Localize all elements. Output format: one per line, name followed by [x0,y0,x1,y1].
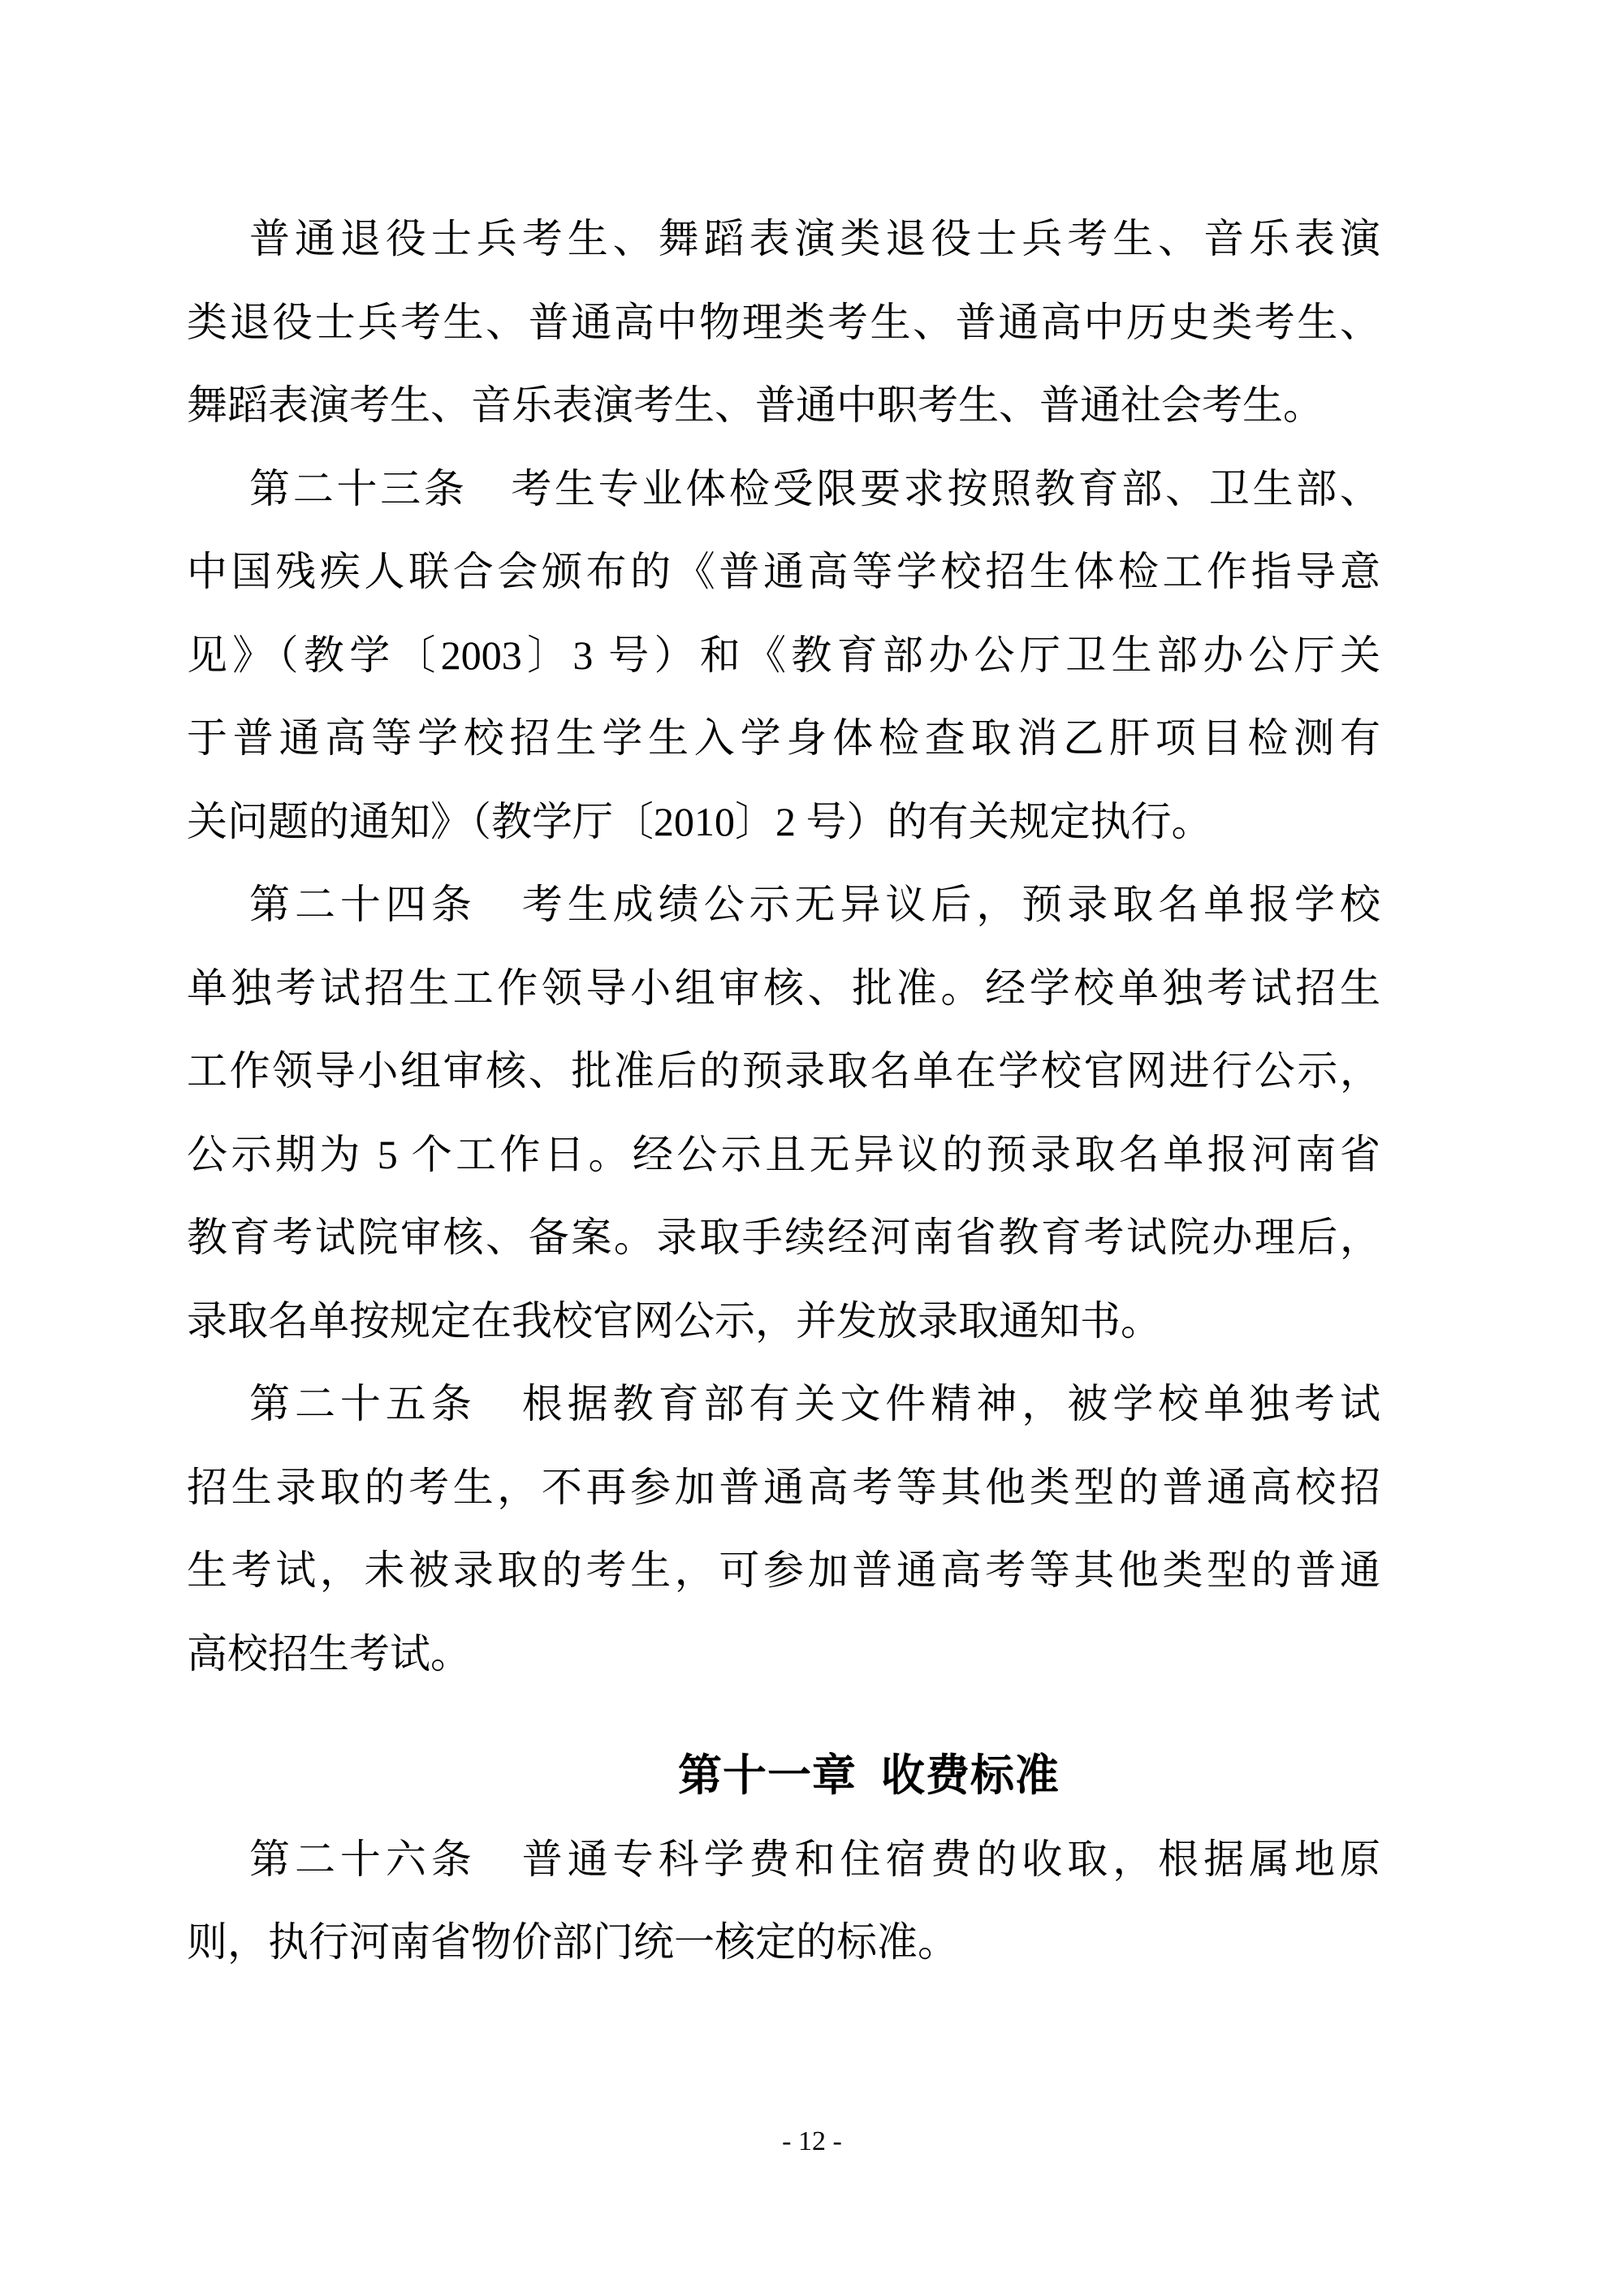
text-line: 单独考试招生工作领导小组审核、批准。经学校单独考试招生 [187,965,1380,1011]
paragraph-continuation [187,197,1380,447]
article-23 [187,447,1380,864]
text-line: 第二十四条 考生成绩公示无异议后，预录取名单报学校 [249,882,1380,927]
text-line: 第二十五条 根据教育部有关文件精神，被学校单独考试 [249,1381,1380,1426]
text-line: 生考试，未被录取的考生，可参加普通高考等其他类型的普通 [187,1547,1380,1593]
page-number: - 12 - [782,2126,842,2156]
text-line: 普通退役士兵考生、舞蹈表演类退役士兵考生、音乐表演 [249,216,1380,261]
article-26 [187,1818,1380,1984]
text-line: 则，执行河南省物价部门统一核定的标准。 [187,1919,958,1965]
page-content [187,197,1380,1984]
chapter-heading: 第十一章 收费标准 [677,1751,1060,1800]
text-line: 公示期为 5 个工作日。经公示且无异议的预录取名单报河南省 [187,1131,1380,1177]
text-line: 中国残疾人联合会颁布的《普通高等学校招生体检工作指导意 [187,549,1380,594]
text-line: 类退役士兵考生、普通高中物理类考生、普通高中历史类考生、 [187,299,1380,345]
text-line: 第二十三条 考生专业体检受限要求按照教育部、卫生部、 [249,465,1380,511]
text-line: 见》（教学〔2003〕3 号）和《教育部办公厅卫生部办公厅关 [187,632,1380,678]
text-line: 于普通高等学校招生学生入学身体检查取消乙肝项目检测有 [187,715,1380,761]
text-line: 录取名单按规定在我校官网公示，并发放录取通知书。 [187,1297,1161,1344]
text-line: 第二十六条 普通专科学费和住宿费的收取，根据属地原 [249,1836,1380,1882]
text-line: 舞蹈表演考生、音乐表演考生、普通中职考生、普通社会考生。 [187,382,1324,428]
text-line: 工作领导小组审核、批准后的预录取名单在学校官网进行公示， [187,1048,1380,1094]
text-line: 教育考试院审核、备案。录取手续经河南省教育考试院办理后， [187,1215,1380,1260]
article-24 [187,863,1380,1362]
text-line: 招生录取的考生，不再参加普通高考等其他类型的普通高校招 [187,1464,1380,1510]
text-line: 关问题的通知》（教学厅〔2010〕2 号）的有关规定执行。 [187,798,1212,844]
article-25 [187,1362,1380,1695]
text-line: 高校招生考试。 [187,1630,471,1677]
